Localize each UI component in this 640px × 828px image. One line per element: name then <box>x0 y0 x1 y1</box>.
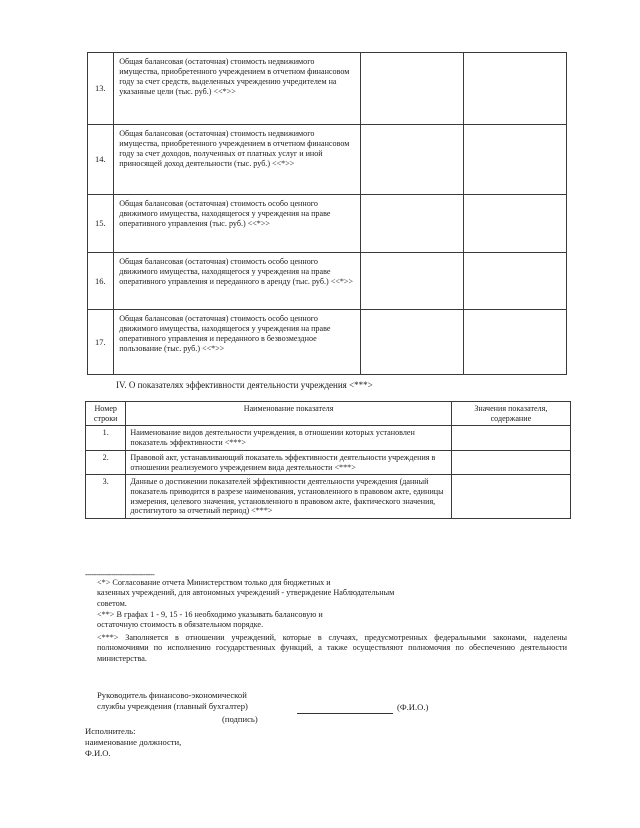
footnote-separator: -------------------------------- <box>85 570 155 579</box>
value-cell <box>464 53 567 125</box>
header-name: Наименование показателя <box>126 402 451 426</box>
value-cell <box>360 53 464 125</box>
value-cell <box>360 310 464 375</box>
efficiency-table <box>85 401 571 519</box>
footnote-2 <box>97 610 567 631</box>
table-row <box>88 310 567 375</box>
value-cell <box>451 426 570 450</box>
value-cell <box>360 195 464 253</box>
executor-fio: Ф.И.О. <box>85 748 111 759</box>
signature-position <box>97 690 248 712</box>
header-number: Номер строки <box>86 402 126 426</box>
footnote-line: советом. <box>97 598 127 608</box>
footnote-line: остаточную стоимость в обязательном порядке. <box>97 620 264 630</box>
executor-position: наименование должности, <box>85 737 182 748</box>
row-description: Общая балансовая (остаточная) стоимость недвижимого имущества, приобретенного учреждением в отчетном финансовом году за счет доходов, полученных от платных услуг и иной приносящей доход деятельности (тыс. руб.) <<*>> <box>114 125 360 195</box>
section-title: IV. О показателях эффективности деятельности учреждения <***> <box>116 380 373 390</box>
footnote-line: <*> Согласование отчета Министерством только для бюджетных и <box>97 578 331 587</box>
value-cell <box>360 125 464 195</box>
value-cell <box>451 450 570 474</box>
row-description: Общая балансовая (остаточная) стоимость недвижимого имущества, приобретенного учреждением в отчетном финансовом году за счет средств, выделенных учреждению учредителем на указанные цели (тыс. руб.) <<*>> <box>114 53 360 125</box>
row-description: Общая балансовая (остаточная) стоимость особо ценного движимого имущества, находящегося у учреждения на праве оперативного управления и переданного в аренду (тыс. руб.) <<*>> <box>114 253 360 310</box>
signature-caption: (подпись) <box>222 714 258 724</box>
footnote-1 <box>97 578 567 609</box>
signature-line <box>297 713 393 714</box>
value-cell <box>451 475 570 519</box>
table-row <box>88 125 567 195</box>
signature-role-line: службы учреждения (главный бухгалтер) <box>97 701 248 712</box>
table-row <box>86 426 571 450</box>
value-cell <box>360 253 464 310</box>
row-number: 13. <box>88 53 114 125</box>
executor-label: Исполнитель: <box>85 726 136 736</box>
table-row <box>88 53 567 125</box>
row-description: Правовой акт, устанавливающий показатель эффективности деятельности учреждения в отношении реализуемого учреждением вида деятельности <***> <box>126 450 451 474</box>
row-number: 1. <box>86 426 126 450</box>
value-cell <box>464 253 567 310</box>
row-description: Общая балансовая (остаточная) стоимость особо ценного движимого имущества, находящегося у учреждения на праве оперативного управления и переданного в безвозмездное пользование (тыс. руб.) <<*>> <box>114 310 360 375</box>
footnote-3: <***> Заполняется в отношении учреждений, которые в случаях, предусмотренных федеральными законами, наделены полномочиями по исполнению государственных функций, а также осуществляют полномочия по обеспечению деятельности министерства. <box>97 633 567 663</box>
row-number: 15. <box>88 195 114 253</box>
value-cell <box>464 195 567 253</box>
executor-block <box>85 726 181 760</box>
row-number: 3. <box>86 475 126 519</box>
row-description: Наименование видов деятельности учреждения, в отношении которых установлен показатель эффективности <***> <box>126 426 451 450</box>
signature-role-line: Руководитель финансово-экономической <box>97 690 247 700</box>
table-row <box>86 475 571 519</box>
value-cell <box>464 125 567 195</box>
signature-fio: (Ф.И.О.) <box>397 702 429 712</box>
footnote-line: казенных учреждений, для автономных учреждений - утверждение Наблюдательным <box>97 588 395 598</box>
row-number: 16. <box>88 253 114 310</box>
table-row <box>86 450 571 474</box>
footnote-line: <**> В графах 1 - 9, 15 - 16 необходимо указывать балансовую и <box>97 610 323 619</box>
row-description: Общая балансовая (остаточная) стоимость особо ценного движимого имущества, находящегося у учреждения на праве оперативного управления (тыс. руб.) <<*>> <box>114 195 360 253</box>
header-value: Значения показателя, содержание <box>451 402 570 426</box>
property-table <box>87 52 567 375</box>
row-description: Данные о достижении показателей эффективности деятельности учреждения (данный показатель приводится в разрезе наименования, установленного в правовом акте, единицы измерения, целевого значения, установленного в правовом акте, фактического значения, достигнутого за отчетный период) <***> <box>126 475 451 519</box>
table-row <box>88 253 567 310</box>
row-number: 2. <box>86 450 126 474</box>
table-header-row <box>86 402 571 426</box>
value-cell <box>464 310 567 375</box>
row-number: 14. <box>88 125 114 195</box>
row-number: 17. <box>88 310 114 375</box>
table-row <box>88 195 567 253</box>
